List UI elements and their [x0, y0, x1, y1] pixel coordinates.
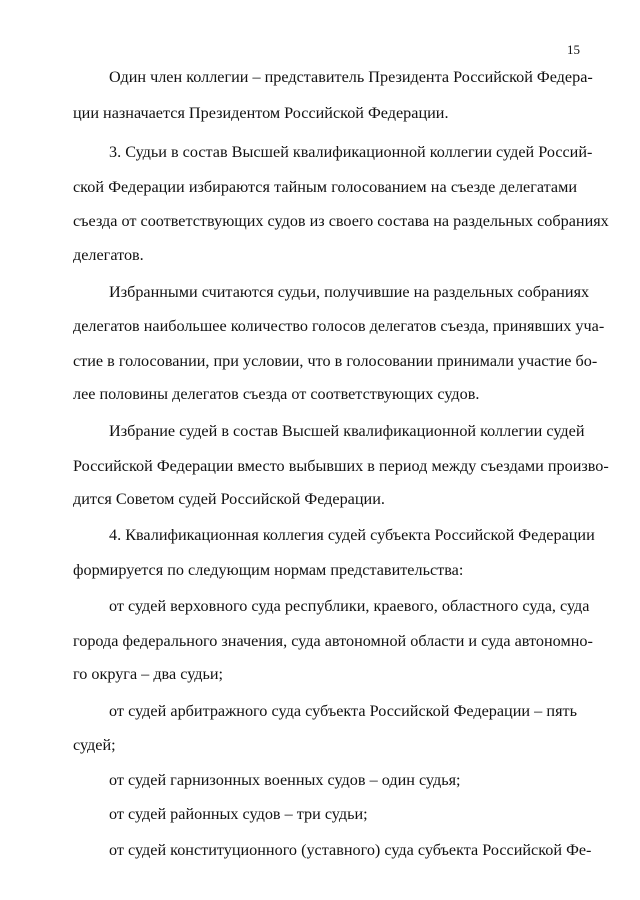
text-line: Российской Федерации вместо выбывших в период между съездами произво- [73, 457, 609, 475]
text-line: от судей верховного суда республики, краевого, областного суда, суда [109, 597, 590, 615]
text-line: делегатов. [73, 246, 144, 264]
text-line: делегатов наибольшее количество голосов делегатов съезда, принявших уча- [73, 317, 605, 335]
text-line: 4. Квалификационная коллегия судей субъекта Российской Федерации [109, 526, 595, 544]
text-line: от судей районных судов – три судьи; [109, 805, 368, 823]
text-line: Избранными считаются судьи, получившие на раздельных собраниях [109, 283, 590, 301]
text-line: дится Советом судей Российской Федерации. [73, 490, 385, 508]
text-line: стие в голосовании, при условии, что в голосовании принимали участие бо- [73, 352, 598, 370]
text-line: Избрание судей в состав Высшей квалификационной коллегии судей [109, 422, 585, 440]
text-line: судей; [73, 736, 116, 754]
text-line: города федерального значения, суда автономной области и суда автономно- [73, 632, 593, 650]
text-line: лее половины делегатов съезда от соответствующих судов. [73, 385, 480, 403]
page-number: 15 [567, 42, 580, 57]
text-line: 3. Судьи в состав Высшей квалификационной коллегии судей Россий- [109, 143, 593, 161]
text-line: го округа – два судьи; [73, 665, 224, 683]
text-line: Один член коллегии – представитель Президента Российской Федера- [109, 68, 593, 86]
text-line: от судей арбитражного суда субъекта Российской Федерации – пять [109, 702, 577, 720]
text-line: съезда от соответствующих судов из своего состава на раздельных собраниях [73, 212, 609, 230]
text-line: ции назначается Президентом Российской Федерации. [73, 104, 449, 122]
text-line: от судей конституционного (уставного) суда субъекта Российской Фе- [109, 841, 592, 859]
text-line: ской Федерации избираются тайным голосованием на съезде делегатами [73, 178, 577, 196]
text-line: формируется по следующим нормам представительства: [73, 561, 464, 579]
text-line: от судей гарнизонных военных судов – один судья; [109, 771, 461, 789]
